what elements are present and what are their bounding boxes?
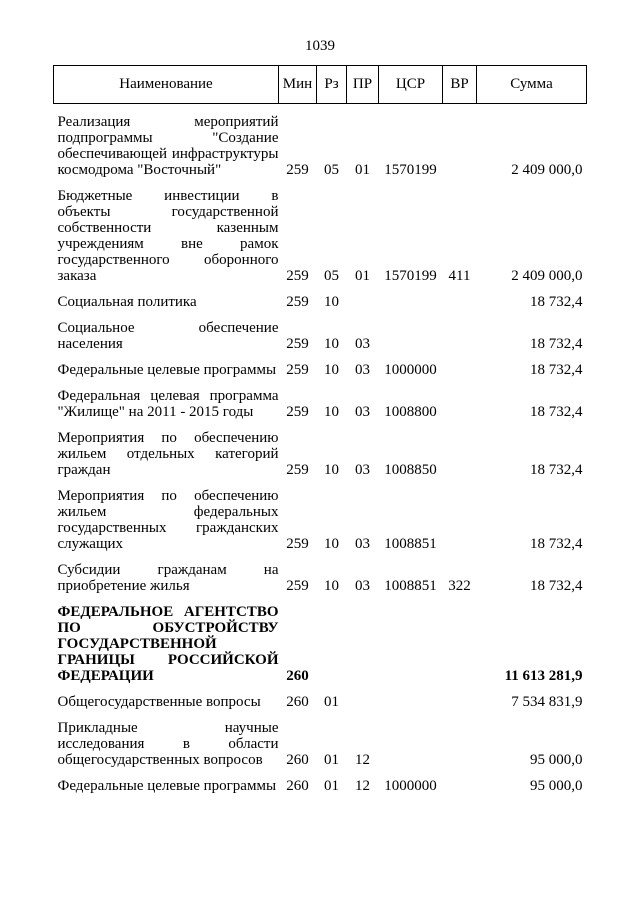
- row-vr: [443, 320, 477, 352]
- row-name: ФЕДЕРАЛЬНОЕ АГЕНТСТВО ПО ОБУСТРОЙСТВУ ГОСУДАРСТВЕННОЙ ГРАНИЦЫ РОССИЙСКОЙ ФЕДЕРАЦИИ: [57, 604, 279, 684]
- column-header-vr: ВР: [443, 66, 477, 104]
- row-vr: [443, 720, 477, 768]
- table-row: [54, 362, 587, 378]
- row-spacer: [54, 552, 587, 562]
- table-row: [54, 604, 587, 684]
- row-min: 260: [286, 778, 309, 794]
- row-pr: 03: [355, 578, 370, 594]
- row-vr: [443, 488, 477, 552]
- row-spacer: [54, 310, 587, 320]
- row-pr: 03: [355, 336, 370, 352]
- table-row: [54, 320, 587, 352]
- row-rz: 01: [324, 752, 339, 768]
- row-vr: [443, 430, 477, 478]
- row-sum: 7 534 831,9: [511, 694, 583, 710]
- row-spacer-cell: [54, 420, 587, 430]
- row-sum: 18 732,4: [530, 336, 583, 352]
- table-header-row: [54, 66, 587, 104]
- row-min: 259: [286, 404, 309, 420]
- row-vr: [443, 114, 477, 178]
- row-vr: [443, 778, 477, 794]
- row-spacer: [54, 594, 587, 604]
- row-csr: 1008851: [384, 578, 437, 594]
- row-sum: 95 000,0: [530, 778, 583, 794]
- row-spacer-cell: [54, 378, 587, 388]
- row-pr: 12: [355, 752, 370, 768]
- row-spacer: [54, 768, 587, 778]
- row-sum: 2 409 000,0: [511, 162, 583, 178]
- row-csr: [379, 294, 443, 310]
- column-header-name: Наименование: [54, 66, 279, 104]
- table-row: [54, 188, 587, 284]
- row-csr: [379, 694, 443, 710]
- row-min: 259: [286, 362, 309, 378]
- column-header-min: Мин: [279, 66, 317, 104]
- row-vr: [443, 604, 477, 684]
- table-row: [54, 694, 587, 710]
- row-vr: 322: [448, 578, 471, 594]
- row-spacer: [54, 378, 587, 388]
- table-row: [54, 488, 587, 552]
- budget-table: [53, 65, 587, 794]
- row-name: Федеральные целевые программы: [57, 362, 277, 378]
- row-pr: 03: [355, 536, 370, 552]
- row-rz: 10: [324, 294, 339, 310]
- row-min: 259: [286, 536, 309, 552]
- row-spacer: [54, 104, 587, 115]
- row-pr: 03: [355, 462, 370, 478]
- row-sum: 2 409 000,0: [511, 268, 583, 284]
- row-pr: 03: [355, 404, 370, 420]
- row-min: 259: [286, 336, 309, 352]
- row-spacer-cell: [54, 710, 587, 720]
- row-name: Социальная политика: [57, 294, 197, 310]
- row-sum: 11 613 281,9: [504, 668, 583, 684]
- row-sum: 18 732,4: [530, 362, 583, 378]
- row-name: Федеральные целевые программы: [57, 778, 277, 794]
- row-spacer-cell: [54, 684, 587, 694]
- row-spacer: [54, 710, 587, 720]
- row-min: 259: [286, 268, 309, 284]
- row-csr: 1570199: [384, 162, 437, 178]
- row-spacer: [54, 178, 587, 188]
- table-row: [54, 562, 587, 594]
- row-pr: [347, 694, 379, 710]
- row-name: Мероприятия по обеспечению жильем федеральных государственных гражданских служащих: [57, 488, 279, 552]
- row-rz: 05: [324, 268, 339, 284]
- row-csr: [379, 320, 443, 352]
- row-min: 259: [286, 578, 309, 594]
- row-csr: 1000000: [384, 362, 437, 378]
- row-spacer: [54, 284, 587, 294]
- row-pr: 01: [355, 268, 370, 284]
- row-spacer-cell: [54, 178, 587, 188]
- row-vr: [443, 388, 477, 420]
- row-spacer-cell: [54, 478, 587, 488]
- row-spacer-cell: [54, 594, 587, 604]
- row-name: Мероприятия по обеспечению жильем отдельных категорий граждан: [57, 430, 279, 478]
- row-csr: 1570199: [384, 268, 437, 284]
- table-row: [54, 388, 587, 420]
- row-vr: [443, 294, 477, 310]
- row-pr: 12: [355, 778, 370, 794]
- row-rz: 10: [324, 536, 339, 552]
- row-spacer: [54, 684, 587, 694]
- row-name: Общегосударственные вопросы: [57, 694, 261, 710]
- row-name: Социальное обеспечение населения: [57, 320, 279, 352]
- row-rz: 01: [324, 778, 339, 794]
- row-vr: 411: [448, 268, 471, 284]
- row-min: 259: [286, 162, 309, 178]
- row-rz: [317, 604, 347, 684]
- row-spacer-cell: [54, 552, 587, 562]
- table-row: [54, 430, 587, 478]
- row-sum: 18 732,4: [530, 462, 583, 478]
- row-csr: 1008851: [384, 536, 437, 552]
- row-min: 259: [286, 294, 309, 310]
- row-pr: 03: [355, 362, 370, 378]
- row-vr: [443, 694, 477, 710]
- row-rz: 10: [324, 462, 339, 478]
- row-min: 259: [286, 462, 309, 478]
- row-spacer-cell: [54, 310, 587, 320]
- row-csr: 1008850: [384, 462, 437, 478]
- row-rz: 05: [324, 162, 339, 178]
- row-rz: 01: [324, 694, 339, 710]
- row-min: 260: [286, 694, 309, 710]
- row-pr: [347, 604, 379, 684]
- row-spacer-cell: [54, 352, 587, 362]
- row-vr: [443, 362, 477, 378]
- row-name: Реализация мероприятий подпрограммы "Создание обеспечивающей инфраструктуры космодрома "Восточный": [57, 114, 279, 178]
- row-sum: 18 732,4: [530, 536, 583, 552]
- row-name: Прикладные научные исследования в области общегосударственных вопросов: [57, 720, 279, 768]
- row-name: Субсидии гражданам на приобретение жилья: [57, 562, 279, 594]
- table-row: [54, 778, 587, 794]
- row-csr: [379, 720, 443, 768]
- row-spacer-cell: [54, 768, 587, 778]
- row-pr: [347, 294, 379, 310]
- row-spacer: [54, 478, 587, 488]
- row-sum: 18 732,4: [530, 578, 583, 594]
- row-csr: 1008800: [384, 404, 437, 420]
- row-rz: 10: [324, 404, 339, 420]
- row-sum: 95 000,0: [530, 752, 583, 768]
- column-header-rz: Рз: [317, 66, 347, 104]
- table-row: [54, 720, 587, 768]
- row-csr: [379, 604, 443, 684]
- row-csr: 1000000: [384, 778, 437, 794]
- row-rz: 10: [324, 336, 339, 352]
- row-spacer: [54, 420, 587, 430]
- row-min: 260: [286, 668, 309, 684]
- row-spacer-cell: [54, 104, 587, 115]
- page-number: 1039: [305, 38, 335, 54]
- row-name: Федеральная целевая программа "Жилище" на 2011 - 2015 годы: [57, 388, 279, 420]
- table-row: [54, 294, 587, 310]
- row-spacer-cell: [54, 284, 587, 294]
- row-spacer: [54, 352, 587, 362]
- table-row: [54, 114, 587, 178]
- column-header-pr: ПР: [347, 66, 379, 104]
- row-pr: 01: [355, 162, 370, 178]
- row-sum: 18 732,4: [530, 294, 583, 310]
- column-header-csr: ЦСР: [379, 66, 443, 104]
- row-rz: 10: [324, 578, 339, 594]
- row-min: 260: [286, 752, 309, 768]
- column-header-sum: Сумма: [477, 66, 587, 104]
- row-sum: 18 732,4: [530, 404, 583, 420]
- row-name: Бюджетные инвестиции в объекты государственной собственности казенным учреждениям вне рамок государственного оборонного заказа: [57, 188, 279, 284]
- row-rz: 10: [324, 362, 339, 378]
